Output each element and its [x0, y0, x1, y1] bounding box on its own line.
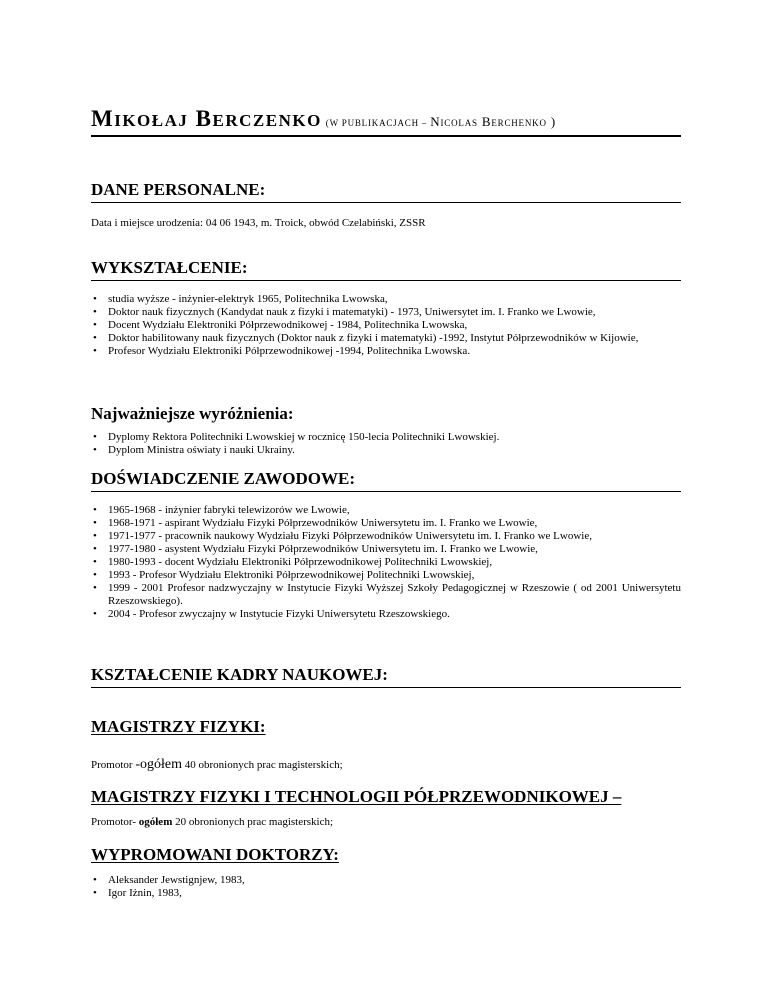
birth-info: Data i miejsce urodzenia: 04 06 1943, m. Troick, obwód Czelabiński, ZSSR	[91, 217, 426, 229]
awards-list	[91, 431, 681, 457]
bullet-icon: •	[93, 608, 97, 620]
bullet-icon: •	[93, 444, 97, 456]
bullet-icon: •	[93, 504, 97, 516]
doctors-heading: WYPROMOWANI DOKTORZY:	[91, 845, 339, 864]
section-masters-technology	[91, 787, 681, 829]
experience-heading: DOŚWIADCZENIE ZAWODOWE:	[91, 469, 681, 492]
bullet-icon: •	[93, 306, 97, 318]
list-item: • 1968-1971 - aspirant Wydziału Fizyki Półprzewodników Uniwersytetu im. I. Franko we Lwowie,	[93, 517, 538, 529]
list-item: • 1993 - Profesor Wydziału Elektroniki Półprzewodnikowej Politechniki Lwowskiej,	[93, 569, 475, 581]
bullet-icon: •	[93, 431, 97, 443]
bullet-icon: •	[93, 874, 97, 886]
education-list	[91, 293, 681, 358]
list-item: • Dyplom Ministra oświaty i nauki Ukrainy.	[93, 444, 295, 456]
list-item: • Docent Wydziału Elektroniki Półprzewodnikowej - 1984, Politechnika Lwowska,	[93, 319, 468, 331]
section-awards	[91, 404, 681, 457]
bullet-icon: •	[93, 569, 97, 581]
bullet-icon: •	[93, 887, 97, 899]
publication-name: (W PUBLIKACJACH – NICOLAS BERCHENKO )	[325, 114, 556, 129]
list-item: • 1999 - 2001 Profesor nadzwyczajny w Instytucie Fizyki Wyższej Szkoły Pedagogicznej w Rzeszowie ( od 2001 Uniwersytetu Rzeszowskiego).	[93, 582, 681, 607]
person-name: MIKOŁAJ BERCZENKO	[91, 106, 322, 131]
list-item: • studia wyższe - inżynier-elektryk 1965, Politechnika Lwowska,	[93, 293, 388, 305]
bullet-icon: •	[93, 345, 97, 357]
education-heading: WYKSZTAŁCENIE:	[91, 258, 681, 281]
section-education	[91, 258, 681, 358]
bullet-icon: •	[93, 332, 97, 344]
list-item: • 1980-1993 - docent Wydziału Elektroniki Półprzewodnikowej Politechniki Lwowskiej,	[93, 556, 493, 568]
list-item: • 2004 - Profesor zwyczajny w Instytucie Fizyki Uniwersytetu Rzeszowskiego.	[93, 608, 450, 620]
bullet-icon: •	[93, 517, 97, 529]
masters-technology-text: Promotor- ogółem 20 obronionych prac magisterskich;	[91, 816, 334, 828]
list-item: • Profesor Wydziału Elektroniki Półprzewodnikowej -1994, Politechnika Lwowska.	[93, 345, 471, 357]
staff-heading: KSZTAŁCENIE KADRY NAUKOWEJ:	[91, 665, 681, 688]
list-item: • 1971-1977 - pracownik naukowy Wydziału Fizyki Półprzewodników Uniwersytetu im. I. Franko we Lwowie,	[93, 530, 592, 542]
bullet-icon: •	[93, 530, 97, 542]
bullet-icon: •	[93, 319, 97, 331]
list-item: • Doktor nauk fizycznych (Kandydat nauk z fizyki i matematyki) - 1973, Uniwersytet im. I. Franko we Lwowie,	[93, 306, 596, 318]
masters-physics-heading: MAGISTRZY FIZYKI:	[91, 717, 266, 736]
section-masters-physics	[91, 717, 681, 772]
bullet-icon: •	[93, 582, 97, 594]
section-doctors	[91, 845, 681, 900]
list-item: • 1977-1980 - asystent Wydziału Fizyki Półprzewodników Uniwersytetu im. I. Franko we Lwowie,	[93, 543, 538, 555]
doctors-list	[91, 874, 681, 900]
masters-technology-heading: MAGISTRZY FIZYKI I TECHNOLOGII PÓŁPRZEWODNIKOWEJ –	[91, 787, 622, 806]
list-item: • Doktor habilitowany nauk fizycznych (Doktor nauk z fizyki i matematyki) -1992, Instytut Półprzewodników w Kijowie,	[93, 332, 639, 344]
list-item: • Dyplomy Rektora Politechniki Lwowskiej w rocznicę 150-lecia Politechniki Lwowskiej.	[93, 431, 500, 443]
section-experience	[91, 469, 681, 621]
experience-list	[91, 504, 681, 621]
list-item: • 1965-1968 - inżynier fabryki telewizorów we Lwowie,	[93, 504, 350, 516]
awards-heading: Najważniejsze wyróżnienia:	[91, 404, 294, 423]
bullet-icon: •	[93, 556, 97, 568]
section-staff-training	[91, 665, 681, 688]
bullet-icon: •	[93, 293, 97, 305]
personal-heading: DANE PERSONALNE:	[91, 180, 681, 203]
bullet-icon: •	[93, 543, 97, 555]
section-personal	[91, 180, 681, 230]
list-item: • Aleksander Jewstignjew, 1983,	[93, 874, 245, 886]
cv-title	[91, 106, 681, 137]
masters-physics-text: Promotor -ogółem 40 obronionych prac magisterskich;	[91, 757, 343, 772]
list-item: • Igor Iżnin, 1983,	[93, 887, 182, 899]
